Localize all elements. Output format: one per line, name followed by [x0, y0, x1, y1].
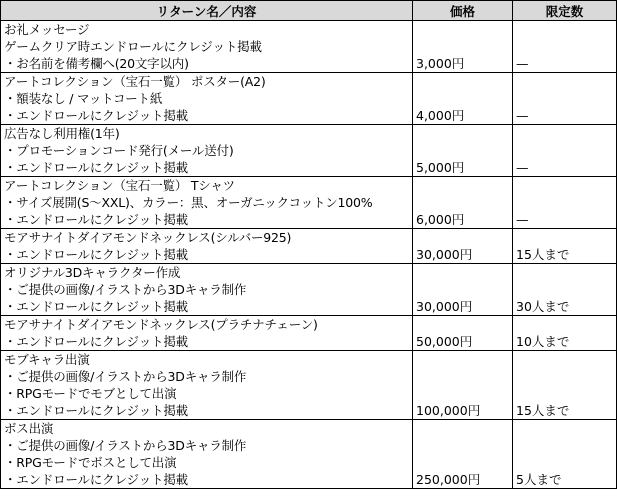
reward-title: お礼メッセージ [4, 22, 90, 37]
reward-limit-cell: 15人まで [513, 351, 617, 420]
reward-detail-line: ・エンドロールにクレジット掲載 [4, 334, 188, 349]
reward-limit-cell: — [513, 73, 617, 125]
reward-detail-line: ・RPGモードでボスとして出演 [4, 455, 177, 470]
reward-detail-line: ・エンドロールにクレジット掲載 [4, 247, 188, 262]
reward-title: モアサナイトダイアモンドネックレス(シルバー925) [4, 230, 292, 245]
reward-price-cell: 6,000円 [413, 177, 513, 229]
reward-detail-line: ・プロモーションコード発行(メール送付) [4, 143, 234, 158]
reward-title: アートコレクション（宝石一覧） Tシャツ [4, 178, 235, 193]
reward-title: モブキャラ出演 [4, 352, 90, 367]
reward-detail-line: ・エンドロールにクレジット掲載 [4, 212, 188, 227]
reward-detail-line: ・エンドロールにクレジット掲載 [4, 299, 188, 314]
reward-limit-cell: — [513, 125, 617, 177]
header-price: 価格 [413, 1, 513, 21]
reward-detail-line: ・ご提供の画像/イラストから3Dキャラ制作 [4, 369, 247, 384]
reward-detail-line: ・エンドロールにクレジット掲載 [4, 472, 188, 487]
reward-name-cell [1, 420, 413, 489]
reward-price-cell: 50,000円 [413, 316, 513, 351]
reward-limit-cell: 15人まで [513, 229, 617, 264]
table-row [1, 351, 617, 420]
reward-title: オリジナル3Dキャラクター作成 [4, 265, 181, 280]
reward-limit-cell: 30人まで [513, 264, 617, 316]
reward-detail-line: ・エンドロールにクレジット掲載 [4, 403, 188, 418]
table-row [1, 73, 617, 125]
header-limit: 限定数 [513, 1, 617, 21]
reward-price-cell: 3,000円 [413, 21, 513, 73]
reward-name-cell [1, 264, 413, 316]
reward-limit-cell: 5人まで [513, 420, 617, 489]
reward-title: ボス出演 [4, 421, 54, 436]
reward-detail-line: ・お名前を備考欄へ(20文字以内) [4, 56, 189, 71]
table-row [1, 316, 617, 351]
table-row [1, 125, 617, 177]
reward-price-cell: 4,000円 [413, 73, 513, 125]
table-row [1, 21, 617, 73]
reward-name-cell [1, 73, 413, 125]
reward-detail-line: ・ご提供の画像/イラストから3Dキャラ制作 [4, 282, 247, 297]
reward-name-cell [1, 351, 413, 420]
table-header-row [1, 1, 617, 21]
reward-limit-cell: — [513, 21, 617, 73]
reward-title: アートコレクション（宝石一覧） ポスター(A2) [4, 74, 266, 89]
reward-name-cell [1, 21, 413, 73]
reward-limit-cell: 10人まで [513, 316, 617, 351]
reward-price-cell: 30,000円 [413, 229, 513, 264]
reward-title: モアサナイトダイアモンドネックレス(プラチナチェーン) [4, 317, 318, 332]
reward-price-cell: 100,000円 [413, 351, 513, 420]
table-row [1, 264, 617, 316]
table-row [1, 229, 617, 264]
reward-detail-line: ・エンドロールにクレジット掲載 [4, 108, 188, 123]
reward-price-cell: 30,000円 [413, 264, 513, 316]
reward-name-cell [1, 177, 413, 229]
reward-name-cell [1, 316, 413, 351]
header-name: リターン名／内容 [1, 1, 413, 21]
reward-title: 広告なし利用権(1年) [4, 126, 120, 141]
reward-detail-line: ・エンドロールにクレジット掲載 [4, 160, 188, 175]
reward-detail-line: ・ご提供の画像/イラストから3Dキャラ制作 [4, 438, 247, 453]
reward-detail-line: ・RPGモードでモブとして出演 [4, 386, 177, 401]
reward-name-cell [1, 229, 413, 264]
reward-price-cell: 5,000円 [413, 125, 513, 177]
reward-limit-cell: — [513, 177, 617, 229]
table-body [1, 21, 617, 489]
table-row [1, 177, 617, 229]
reward-detail-line: ゲームクリア時エンドロールにクレジット掲載 [4, 39, 262, 54]
reward-detail-line: ・額装なし / マットコート紙 [4, 91, 163, 106]
reward-detail-line: ・サイズ展開(S〜XXL)、カラー：黒、オーガニックコットン100% [4, 195, 373, 210]
reward-name-cell [1, 125, 413, 177]
table-row [1, 420, 617, 489]
reward-price-cell: 250,000円 [413, 420, 513, 489]
